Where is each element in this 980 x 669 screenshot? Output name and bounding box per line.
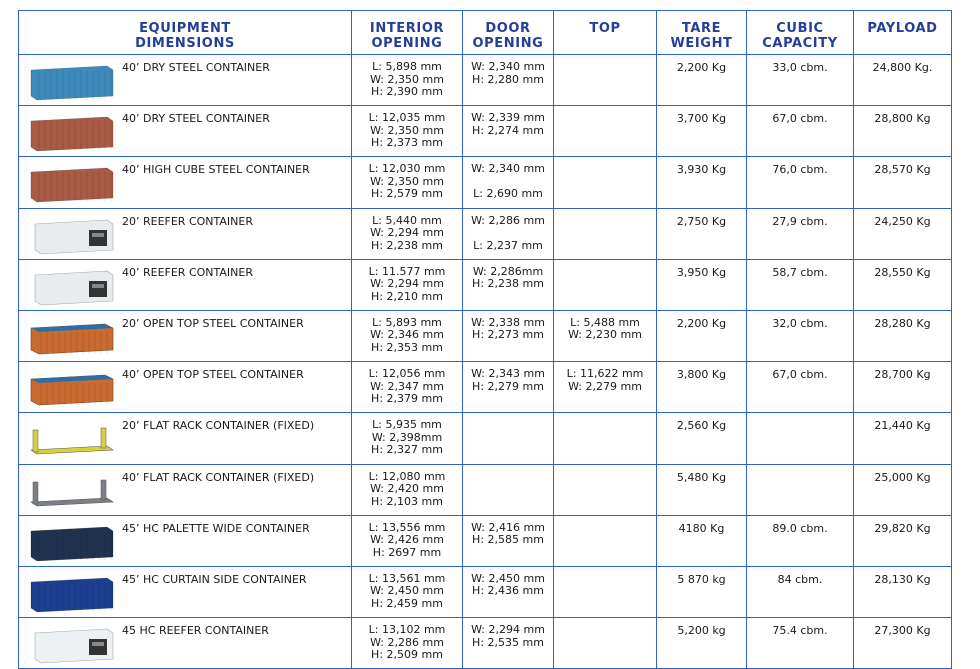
tare-value: 3,800 Kg: [676, 368, 727, 382]
value-line: H: 2697 mm: [372, 545, 442, 559]
payload-cell: [854, 55, 952, 106]
cubic-value: 75.4 cbm.: [772, 624, 828, 638]
top-cell: [554, 208, 657, 259]
value-line: L: 5,893 mm: [372, 315, 442, 329]
interior-cell: [352, 566, 463, 617]
value-line: L: 12,030 mm: [368, 162, 446, 176]
value-line: W: 2,350 mm: [370, 72, 444, 86]
door-cell: [463, 55, 554, 106]
container-name: 40’ REEFER CONTAINER: [122, 265, 253, 279]
container-name: 40’ OPEN TOP STEEL CONTAINER: [122, 368, 304, 382]
container-image: [27, 267, 117, 307]
interior-cell: [352, 259, 463, 310]
tare-value: 2,750 Kg: [676, 214, 727, 228]
value-line: W: 2,286mm: [472, 264, 544, 278]
cubic-cell: [747, 259, 854, 310]
value-line: H: 2,373 mm: [371, 136, 443, 150]
value-line: L: 2,690 mm: [473, 187, 543, 201]
payload-value: 24,250 Kg: [874, 214, 931, 228]
container-image: [27, 369, 117, 409]
value-line: L: 12,035 mm: [368, 111, 446, 125]
payload-cell: [854, 157, 952, 208]
value-line: W: 2,347 mm: [370, 379, 444, 393]
door-cell: [463, 362, 554, 413]
container-name: 40’ DRY STEEL CONTAINER: [122, 61, 270, 74]
header-interior: INTERIOR OPENING: [352, 11, 463, 55]
cubic-cell: [747, 208, 854, 259]
container-image: [27, 472, 117, 512]
value-line: H: 2,238 mm: [371, 238, 443, 252]
table-row: [19, 208, 952, 259]
cubic-cell: [747, 157, 854, 208]
payload-value: 28,280 Kg: [874, 316, 931, 330]
container-name: 20’ REEFER CONTAINER: [122, 214, 253, 228]
value-line: W: 2,279 mm: [568, 379, 642, 393]
value-line: L: 11,622 mm: [566, 367, 644, 381]
container-image: [27, 574, 117, 614]
payload-cell: [854, 362, 952, 413]
container-name: 45 HC REEFER CONTAINER: [122, 624, 269, 638]
tare-cell: [657, 157, 747, 208]
value-line: W: 2,350 mm: [370, 123, 444, 137]
cubic-value: 76,0 cbm.: [772, 163, 828, 177]
value-line: H: 2,210 mm: [371, 289, 443, 303]
value-line: W: 2,450 mm: [471, 571, 545, 585]
table-row: [19, 55, 952, 106]
cubic-cell: [747, 106, 854, 157]
container-name: 40’ HIGH CUBE STEEL CONTAINER: [122, 163, 310, 177]
value-line: W: 2,416 mm: [471, 520, 545, 534]
value-line: W: 2,343 mm: [471, 367, 545, 381]
value-line: L: 11.577 mm: [368, 264, 446, 278]
interior-cell: [352, 157, 463, 208]
equipment-cell: [19, 362, 352, 413]
header-row: [19, 11, 952, 55]
value-line: L: 12,056 mm: [368, 367, 446, 381]
value-line: L: 13,556 mm: [368, 520, 446, 534]
value-line: W: 2,340 mm: [471, 60, 545, 73]
tare-value: 5,480 Kg: [676, 470, 727, 484]
value-line: L: 2,237 mm: [473, 238, 543, 252]
tare-value: 5,200 kg: [677, 624, 726, 638]
table-row: [19, 618, 952, 669]
interior-cell: [352, 362, 463, 413]
top-cell: [554, 413, 657, 464]
value-line: L: 5,488 mm: [570, 315, 640, 329]
interior-cell: [352, 618, 463, 669]
container-name: 20’ OPEN TOP STEEL CONTAINER: [122, 316, 304, 330]
value-line: H: 2,274 mm: [472, 123, 544, 137]
container-image: [27, 420, 117, 460]
payload-value: 28,550 Kg: [874, 265, 931, 279]
cubic-value: [747, 413, 853, 433]
cubic-value: [747, 465, 853, 485]
payload-cell: [854, 208, 952, 259]
interior-cell: [352, 310, 463, 361]
value-line: H: 2,353 mm: [371, 340, 443, 354]
equipment-cell: [19, 515, 352, 566]
value-line: H: 2,273 mm: [472, 328, 544, 342]
value-line: H: 2,280 mm: [472, 72, 544, 86]
container-name: 40’ DRY STEEL CONTAINER: [122, 112, 270, 126]
cubic-value: 27,9 cbm.: [772, 214, 828, 228]
tare-value: 4180 Kg: [678, 521, 725, 535]
tare-cell: [657, 413, 747, 464]
top-cell: [554, 55, 657, 106]
value-line: W: 2,426 mm: [370, 533, 444, 547]
value-line: H: 2,279 mm: [472, 379, 544, 393]
value-line: W: 2,338 mm: [471, 315, 545, 329]
value-line: W: 2,339 mm: [471, 111, 545, 125]
top-cell: [554, 310, 657, 361]
door-cell: [463, 259, 554, 310]
top-cell: [554, 464, 657, 515]
value-line: H: 2,509 mm: [371, 648, 443, 662]
header-door: DOOR OPENING: [463, 11, 554, 55]
value-line: W: 2,346 mm: [370, 328, 444, 342]
value-line: W: 2,286 mm: [471, 213, 545, 227]
tare-value: 2,560 Kg: [676, 419, 727, 433]
payload-cell: [854, 310, 952, 361]
payload-value: 28,570 Kg: [874, 163, 931, 177]
door-cell: [463, 618, 554, 669]
container-image: [27, 318, 117, 358]
payload-value: 29,820 Kg: [874, 521, 931, 535]
payload-cell: [854, 413, 952, 464]
value-line: W: 2,420 mm: [370, 482, 444, 495]
cubic-value: 32,0 cbm.: [772, 316, 828, 330]
container-image: [27, 523, 117, 563]
header-cubic: CUBIC CAPACITY: [747, 11, 854, 55]
value-line: H: 2,238 mm: [472, 277, 544, 291]
value-line: H: 2,535 mm: [472, 635, 544, 649]
value-line: H: 2,579 mm: [371, 187, 443, 201]
header-payload: PAYLOAD: [854, 11, 952, 55]
equipment-cell: [19, 55, 352, 106]
door-cell: [463, 157, 554, 208]
value-line: L: 5,898 mm: [372, 60, 442, 73]
payload-value: 21,440 Kg: [874, 419, 931, 433]
tare-cell: [657, 55, 747, 106]
equipment-cell: [19, 413, 352, 464]
container-image: [27, 113, 117, 153]
container-name: 45’ HC CURTAIN SIDE CONTAINER: [122, 572, 307, 586]
payload-value: 28,800 Kg: [874, 112, 931, 126]
container-image: [27, 62, 117, 102]
top-cell: [554, 362, 657, 413]
tare-cell: [657, 464, 747, 515]
cubic-cell: [747, 310, 854, 361]
table-row: [19, 464, 952, 515]
value-line: L: 13,102 mm: [368, 623, 446, 637]
cubic-value: 33,0 cbm.: [772, 61, 828, 74]
door-cell: [463, 310, 554, 361]
table-row: [19, 413, 952, 464]
tare-value: 2,200 Kg: [676, 61, 727, 74]
value-line: W: 2,230 mm: [568, 328, 642, 342]
payload-value: 25,000 Kg: [874, 470, 931, 484]
tare-cell: [657, 618, 747, 669]
payload-value: 24,800 Kg.: [872, 61, 933, 74]
value-line: H: 2,103 mm: [371, 494, 443, 508]
tare-value: 5 870 kg: [677, 572, 726, 586]
payload-cell: [854, 515, 952, 566]
container-name: 45’ HC PALETTE WIDE CONTAINER: [122, 521, 310, 535]
value-line: H: 2,585 mm: [472, 533, 544, 547]
top-cell: [554, 259, 657, 310]
container-image: [27, 216, 117, 256]
payload-cell: [854, 618, 952, 669]
payload-value: 28,700 Kg: [874, 368, 931, 382]
interior-cell: [352, 515, 463, 566]
cubic-cell: [747, 618, 854, 669]
tare-cell: [657, 566, 747, 617]
door-cell: [463, 464, 554, 515]
container-image: [27, 625, 117, 665]
container-name: 20’ FLAT RACK CONTAINER (FIXED): [122, 419, 315, 433]
payload-cell: [854, 566, 952, 617]
tare-cell: [657, 362, 747, 413]
value-line: H: 2,459 mm: [371, 596, 443, 610]
tare-cell: [657, 208, 747, 259]
tare-cell: [657, 515, 747, 566]
interior-cell: [352, 55, 463, 106]
value-line: L: 12,080 mm: [368, 469, 446, 483]
value-line: W: 2,340 mm: [471, 162, 545, 176]
value-line: W: 2,350 mm: [370, 174, 444, 188]
table-row: [19, 310, 952, 361]
value-line: L: 13,561 mm: [368, 571, 446, 585]
value-line: W: 2,286 mm: [370, 635, 444, 649]
table-row: [19, 259, 952, 310]
payload-cell: [854, 259, 952, 310]
interior-cell: [352, 106, 463, 157]
cubic-cell: [747, 515, 854, 566]
cubic-value: 84 cbm.: [777, 572, 823, 586]
equipment-cell: [19, 310, 352, 361]
cubic-value: 89.0 cbm.: [772, 521, 828, 535]
door-cell: [463, 566, 554, 617]
table-row: [19, 362, 952, 413]
equipment-cell: [19, 106, 352, 157]
payload-cell: [854, 464, 952, 515]
equipment-cell: [19, 618, 352, 669]
tare-cell: [657, 106, 747, 157]
spec-table-wrapper: [18, 10, 952, 669]
value-line: H: 2,390 mm: [371, 85, 443, 98]
container-image: [27, 164, 117, 204]
header-top: TOP: [554, 11, 657, 55]
cubic-cell: [747, 464, 854, 515]
tare-value: 3,700 Kg: [676, 112, 727, 126]
cubic-value: 67,0 cbm.: [772, 368, 828, 382]
equipment-cell: [19, 208, 352, 259]
table-row: [19, 515, 952, 566]
tare-cell: [657, 259, 747, 310]
payload-value: 27,300 Kg: [874, 624, 931, 638]
cubic-value: 67,0 cbm.: [772, 112, 828, 126]
header-tare: TARE WEIGHT: [657, 11, 747, 55]
cubic-cell: [747, 362, 854, 413]
top-cell: [554, 106, 657, 157]
value-line: L: 5,935 mm: [372, 418, 442, 432]
top-cell: [554, 515, 657, 566]
value-line: W: 2,398mm: [371, 430, 443, 444]
header-equipment: EQUIPMENT DIMENSIONS: [19, 11, 352, 55]
value-line: H: 2,327 mm: [371, 443, 443, 457]
table-row: [19, 106, 952, 157]
value-line: [463, 227, 553, 240]
door-cell: [463, 413, 554, 464]
equipment-cell: [19, 566, 352, 617]
value-line: W: 2,450 mm: [370, 584, 444, 598]
tare-value: 3,930 Kg: [676, 163, 727, 177]
cubic-cell: [747, 55, 854, 106]
value-line: H: 2,379 mm: [371, 392, 443, 406]
value-line: L: 5,440 mm: [372, 213, 442, 227]
top-cell: [554, 157, 657, 208]
value-line: W: 2,294 mm: [370, 226, 444, 240]
door-cell: [463, 208, 554, 259]
equipment-cell: [19, 259, 352, 310]
interior-cell: [352, 464, 463, 515]
container-spec-table: [18, 10, 952, 669]
cubic-cell: [747, 413, 854, 464]
door-cell: [463, 106, 554, 157]
door-cell: [463, 515, 554, 566]
equipment-cell: [19, 464, 352, 515]
value-line: W: 2,294 mm: [370, 277, 444, 291]
top-cell: [554, 566, 657, 617]
tare-cell: [657, 310, 747, 361]
interior-cell: [352, 208, 463, 259]
container-name: 40’ FLAT RACK CONTAINER (FIXED): [122, 470, 315, 484]
value-line: H: 2,436 mm: [472, 584, 544, 598]
equipment-cell: [19, 157, 352, 208]
tare-value: 2,200 Kg: [676, 316, 727, 330]
cubic-value: 58,7 cbm.: [772, 265, 828, 279]
top-cell: [554, 618, 657, 669]
table-row: [19, 157, 952, 208]
payload-value: 28,130 Kg: [874, 572, 931, 586]
tare-value: 3,950 Kg: [676, 265, 727, 279]
table-row: [19, 566, 952, 617]
cubic-cell: [747, 566, 854, 617]
interior-cell: [352, 413, 463, 464]
value-line: W: 2,294 mm: [471, 623, 545, 637]
payload-cell: [854, 106, 952, 157]
